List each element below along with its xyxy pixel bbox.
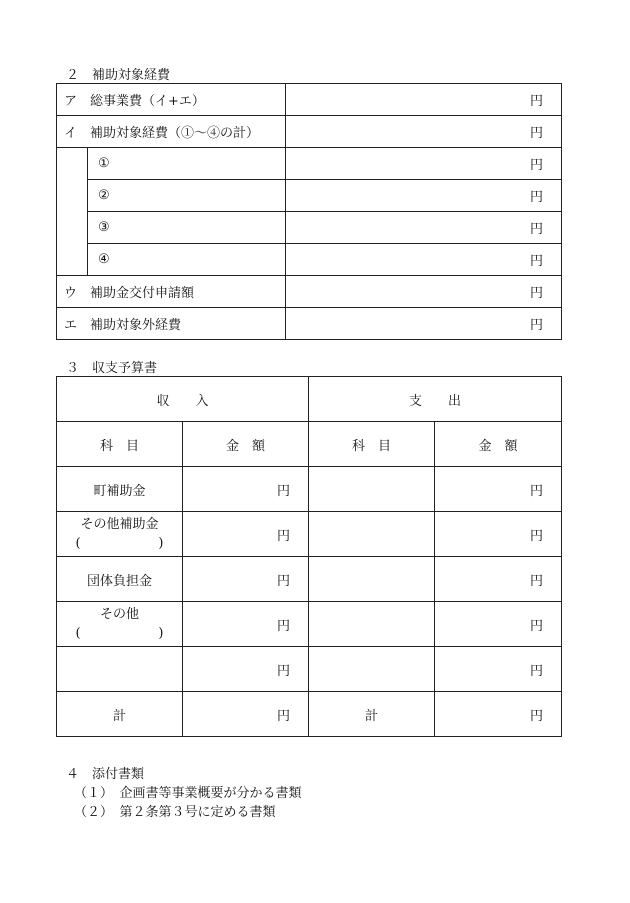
table-row <box>57 148 562 180</box>
item-4-amount: 円 <box>286 244 562 276</box>
table-row <box>57 467 562 512</box>
total-cost-amount: 円 <box>286 84 562 116</box>
total-cost-label: ア 総事業費（イ+エ） <box>57 84 286 116</box>
expense-total-amount: 円 <box>435 692 562 737</box>
expense-amount: 円 <box>435 647 562 692</box>
table-row <box>57 116 562 148</box>
subsidy-request-amount: 円 <box>286 276 562 308</box>
income-amount: 円 <box>183 647 309 692</box>
expense-amount-col-header: 金 額 <box>435 422 562 467</box>
income-item-col-header: 科 目 <box>57 422 183 467</box>
income-item <box>57 647 183 692</box>
expense-item <box>309 647 435 692</box>
expense-amount: 円 <box>435 467 562 512</box>
item-1-label: ① <box>88 148 286 180</box>
subsidy-expense-table <box>56 83 562 340</box>
income-amount: 円 <box>183 557 309 602</box>
table-row <box>57 512 562 557</box>
table-row <box>57 557 562 602</box>
table-row <box>57 647 562 692</box>
eligible-cost-amount: 円 <box>286 116 562 148</box>
table-row <box>57 244 562 276</box>
income-item-paren: ( ) <box>75 536 164 551</box>
income-amount-col-header: 金 額 <box>183 422 309 467</box>
expense-item <box>309 557 435 602</box>
item-3-label: ③ <box>88 212 286 244</box>
table-row <box>57 276 562 308</box>
income-amount: 円 <box>183 512 309 557</box>
income-amount: 円 <box>183 467 309 512</box>
income-item: 町補助金 <box>57 467 183 512</box>
expense-total-label: 計 <box>309 692 435 737</box>
table-row <box>57 84 562 116</box>
expense-item <box>309 512 435 557</box>
expense-amount: 円 <box>435 512 562 557</box>
income-header: 収 入 <box>57 377 309 422</box>
expense-item-col-header: 科 目 <box>309 422 435 467</box>
subsidy-request-label: ウ 補助金交付申請額 <box>57 276 286 308</box>
budget-table <box>56 376 562 737</box>
income-total-amount: 円 <box>183 692 309 737</box>
income-total-label: 計 <box>57 692 183 737</box>
table-row <box>57 602 562 647</box>
table-row <box>57 212 562 244</box>
eligible-cost-label: イ 補助対象経費（①～④の計） <box>57 116 286 148</box>
item-2-amount: 円 <box>286 180 562 212</box>
non-eligible-cost-amount: 円 <box>286 308 562 340</box>
section4-heading: ４ 添付書類 <box>66 767 145 782</box>
income-amount: 円 <box>183 602 309 647</box>
item-1-amount: 円 <box>286 148 562 180</box>
section3-heading: ３ 収支予算書 <box>66 361 158 376</box>
income-item <box>57 602 183 647</box>
income-item-paren: ( ) <box>75 626 164 641</box>
expense-item <box>309 602 435 647</box>
table-row <box>57 180 562 212</box>
section2-heading: ２ 補助対象経費 <box>66 68 171 83</box>
income-item-name: その他補助金 <box>80 517 159 532</box>
table-row <box>57 692 562 737</box>
non-eligible-cost-label: エ 補助対象外経費 <box>57 308 286 340</box>
expense-amount: 円 <box>435 557 562 602</box>
table-row <box>57 377 562 422</box>
income-item <box>57 512 183 557</box>
expense-amount: 円 <box>435 602 562 647</box>
expense-item <box>309 467 435 512</box>
attachment-item-1: （１） 企画書等事業概要が分かる書類 <box>74 786 302 801</box>
table-row <box>57 422 562 467</box>
table-row <box>57 308 562 340</box>
item-4-label: ④ <box>88 244 286 276</box>
item-3-amount: 円 <box>286 212 562 244</box>
income-item-name: その他 <box>99 607 139 622</box>
indent-cell <box>57 148 88 276</box>
income-item: 団体負担金 <box>57 557 183 602</box>
expense-header: 支 出 <box>309 377 562 422</box>
item-2-label: ② <box>88 180 286 212</box>
attachment-item-2: （２） 第２条第３号に定める書類 <box>74 805 276 820</box>
